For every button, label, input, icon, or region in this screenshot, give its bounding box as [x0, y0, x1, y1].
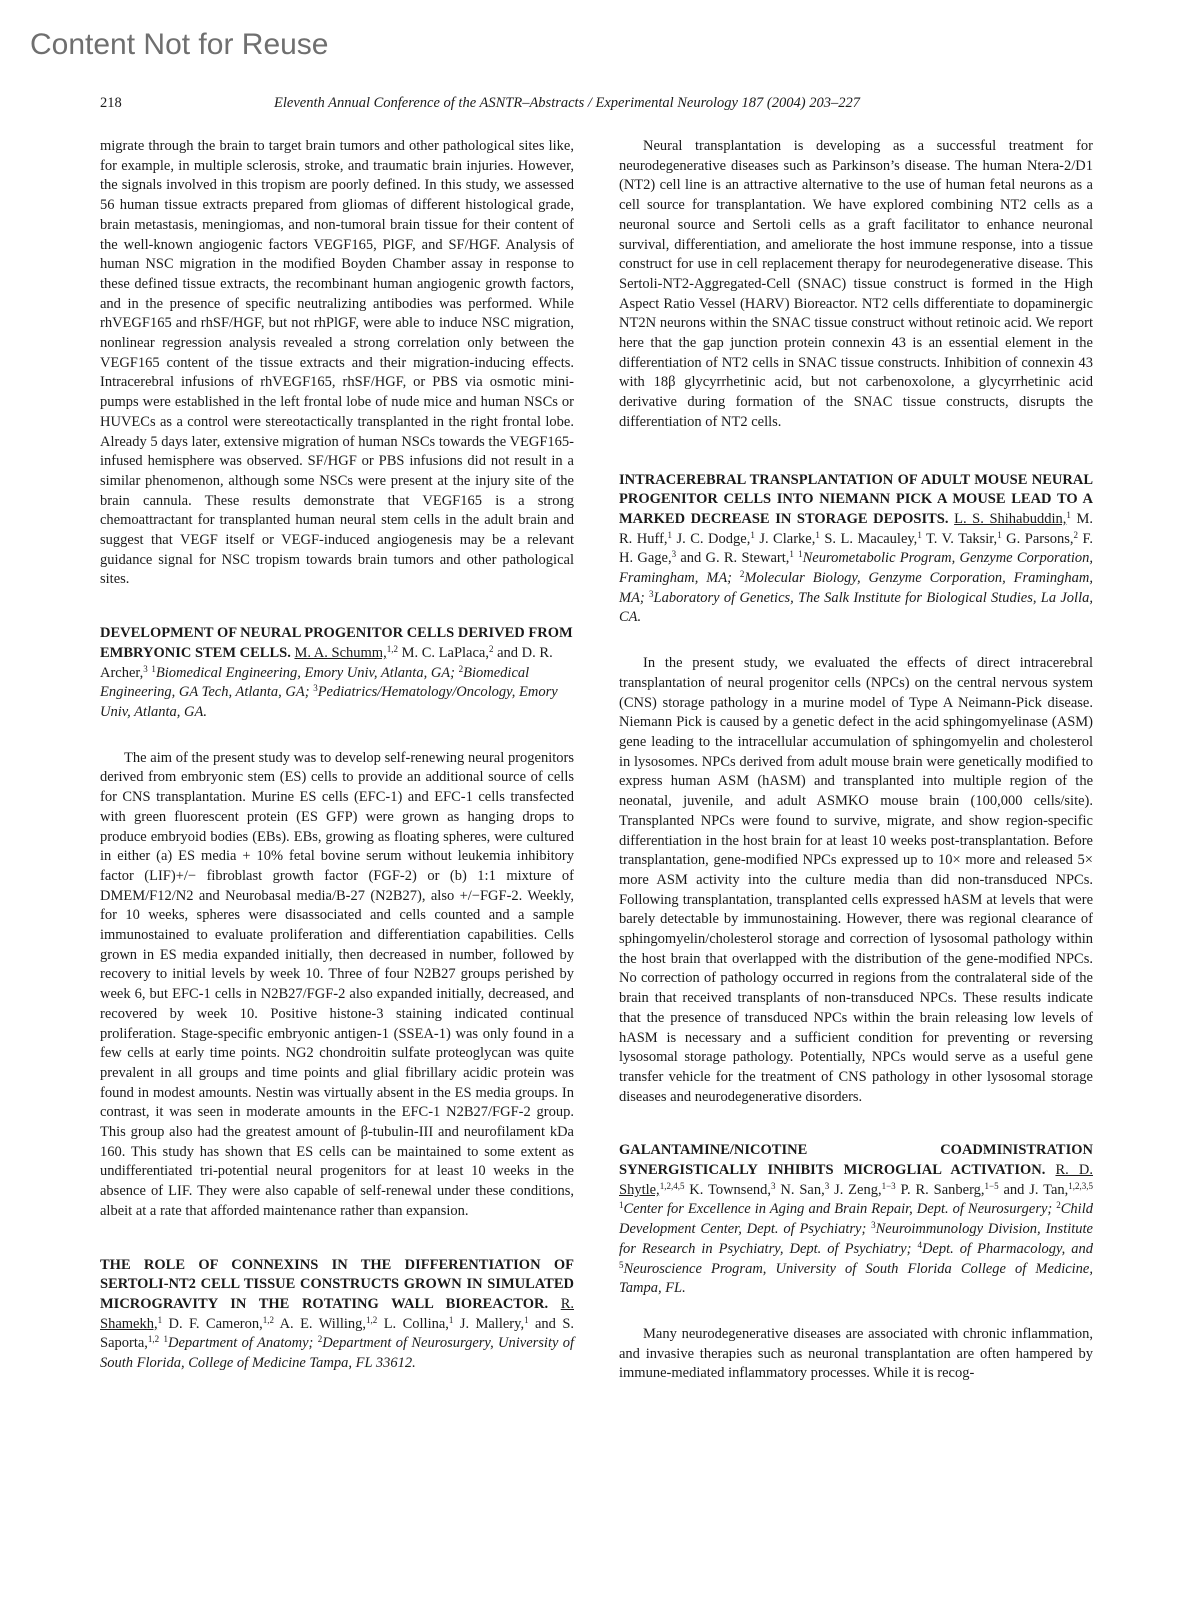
affiliation: Department of Neurosurgery, University of South Florida, College of Medicine Tampa, FL 33612.: [100, 1335, 575, 1372]
affiliation-superscript: 1: [815, 529, 820, 540]
affiliation-superscript: 3: [313, 683, 318, 694]
affiliation-superscript: 1: [750, 529, 755, 540]
affiliation-superscript: 2: [1073, 529, 1078, 540]
affiliation-superscript: 1,2: [386, 643, 398, 654]
affiliation: Child Development Center, Dept. of Psychiatry;: [619, 1201, 1093, 1238]
continued-abstract-text: migrate through the brain to target brain tumors and other pathological sites like, for example, in multiple sclerosis, stroke, and traumatic brain injuries. However, the signals involved in this tropism are poorly defined. In this study, we assessed 56 human tissue extracts prepared from gliomas of different histological grade, brain metastasis, meningiomas, and non-tumoral brain tissue for their content of the well-known angiogenic factors VEGF165, PlGF, and SF/HGF. Analysis of human NSC migration in the modified Boyden Chamber assay in response to these defined tissue extracts, the recombinant human angiogenic growth factors, and in the presence of specific neutralizing antibodies was performed. While rhVEGF165 and rhSF/HGF, but not rhPlGF, were able to induce NSC migration, nonlinear regression analysis revealed a strong correlation only between the VEGF165 content of the tissue extracts and their migration-inducing effects. Intracerebral infusions of rhVEGF165, rhSF/HGF, or PBS via osmotic mini-pumps were established in the left frontal lobe of nude mice and human NSCs or HUVECs as a control were stereotactically transplanted in the right frontal lobe. Already 5 days later, extensive migration of human NSCs towards the VEGF165-infused hemisphere was observed. SF/HGF or PBS infusions did not result in a similar phenomenon, although some NSCs were present at the injury site of the brain cannula. These results demonstrate that VEGF165 is a strong chemoattractant for transplanted human neural stem cells in the adult brain and suggest that VEGF itself or VEGF-induced angiogenesis may be a relevant guidance signal for NSC tropism towards brain tumors and other pathological sites.: [100, 138, 574, 588]
abstract-galantamine-nicotine: [619, 1141, 1093, 1384]
author: L. Collina,: [383, 1315, 449, 1332]
abstract-title: THE ROLE OF CONNEXINS IN THE DIFFERENTIATION OF SERTOLI-NT2 CELL TISSUE CONSTRUCTS GROWN IN SIMULATED MICROGRAVITY IN THE ROTATING WALL BIOREACTOR.: [100, 1256, 574, 1312]
affiliation-superscript: 1,2,4,5: [659, 1180, 685, 1191]
author: J. C. Dodge,: [676, 530, 751, 547]
affiliation: Neurometabolic Program, Genzyme Corporation, Framingham, MA;: [619, 550, 1094, 587]
affiliation-superscript: 1: [789, 549, 794, 560]
presenting-author: R. Shamekh,: [100, 1295, 575, 1332]
author: D. F. Cameron,: [168, 1315, 263, 1332]
affiliation-superscript: 1: [997, 529, 1002, 540]
author: K. Townsend,: [689, 1181, 772, 1198]
affiliation-superscript: 1: [667, 529, 673, 540]
affiliation-superscript: 3: [871, 1220, 876, 1231]
abstract-heading: [100, 624, 574, 723]
affiliation-superscript: 1: [798, 549, 803, 560]
affiliation-superscript: 5: [619, 1259, 624, 1270]
author: A. E. Willing,: [279, 1315, 367, 1332]
affiliation-superscript: 1−5: [984, 1180, 999, 1191]
affiliation: Molecular Biology, Genzyme Corporation, Framingham, MA;: [619, 570, 1093, 606]
author: P. R. Sanberg,: [900, 1181, 985, 1198]
presenting-author: M. A. Schumm,: [294, 644, 387, 661]
left-column: [100, 137, 574, 1374]
affiliation-superscript: 1: [151, 663, 156, 674]
affiliation-superscript: 2: [488, 643, 494, 654]
page-number: 218: [100, 95, 122, 111]
author: F. H. Gage,: [619, 530, 1094, 567]
author: S. L. Macauley,: [824, 530, 918, 547]
affiliation-superscript: 1: [157, 1314, 163, 1325]
watermark: Content Not for Reuse: [30, 28, 329, 61]
affiliation-superscript: 2: [458, 663, 464, 674]
affiliation: Neuroscience Program, University of South Florida College of Medicine, Tampa, FL.: [619, 1260, 1093, 1297]
affiliation-superscript: 1,2,3,5: [1068, 1180, 1094, 1191]
abstract-body: The aim of the present study was to develop self-renewing neural progenitors derived from embryonic stem (ES) cells to provide an additional source of cells for CNS transplantation. Murine ES cells (EFC-1) and EFC-1 cells transfected with green fluorescent protein (ES GFP) were grown as hanging drops to produce embryoid bodies (EBs). EBs, growing as floating spheres, were cultured in either (a) ES media + 10% fetal bovine serum without leukemia inhibitory factor (LIF)+/− fibroblast growth factor (FGF-2) or (b) 1:1 mixture of DMEM/F12/N2 and Neurobasal media/B-27 (N2B27), also +/−FGF-2. Weekly, for 10 weeks, spheres were disassociated and cells counted and a sample immunostained to evaluate proliferation and differentiation capabilities. Cells grown in ES media expanded initially, then decreased in number, followed by recovery to initial levels by week 10. Three of four N2B27 groups perished by week 6, but EFC-1 cells in N2B27/FGF-2 also expanded initially, decreased, and recovered by week 10. Positive histone-3 staining indicated continual proliferation. Stage-specific embryonic antigen-1 (SSEA-1) was only found in a few cells at early time points. NG2 chondroitin sulfate proteoglycan was quite prevalent in all groups and time points and glial fibrillary acidic protein was found in modest amounts. Nestin was virtually absent in the ES media groups. In contrast, it was seen in moderate amounts in the EFC-1 N2B27/FGF-2 group. This group also had the greatest amount of β-tubulin-III and neurofilament kDa 160. This study has shown that ES cells can be maintained to some extent as undifferentiated tri-potential neural progenitors for at least 10 weeks in the absence of LIF. They were also capable of self-renewal under these conditions, albeit at a rate that afforded maintenance rather than expansion.: [100, 749, 574, 1219]
abstract-title: GALANTAMINE/NICOTINE COADMINISTRATION SYNERGISTICALLY INHIBITS MICROGLIAL ACTIVATION.: [619, 1142, 1093, 1179]
affiliation-superscript: 1−3: [881, 1180, 896, 1191]
affiliation-superscript: 1: [619, 1200, 624, 1211]
affiliation-superscript: 1: [163, 1334, 169, 1345]
affiliation-superscript: 1: [524, 1314, 529, 1325]
abstract-role-of-connexins: [100, 1256, 574, 1374]
affiliation-superscript: 2: [1056, 1200, 1061, 1211]
presenting-author: L. S. Shihabuddin,: [954, 510, 1067, 527]
author: and J. Tan,: [1003, 1181, 1069, 1198]
author: and S. Saporta,: [100, 1315, 575, 1352]
affiliation: Neuroimmunology Division, Institute for Research in Psychiatry, Dept. of Psychiatry;: [619, 1221, 1093, 1257]
author: N. San,: [780, 1181, 825, 1198]
presenting-author: R. D. Shytle,: [619, 1162, 1093, 1198]
author: M. C. LaPlaca,: [401, 644, 489, 661]
affiliation-superscript: 1,2: [262, 1314, 274, 1325]
affiliation-superscript: 1: [1066, 509, 1071, 520]
affiliation-superscript: 3: [671, 549, 677, 560]
affiliation: Laboratory of Genetics, The Salk Institute for Biological Studies, La Jolla, CA.: [619, 589, 1093, 626]
affiliation-superscript: 3: [771, 1180, 776, 1191]
affiliation: Dept. of Pharmacology, and: [921, 1240, 1093, 1257]
affiliation: Department of Anatomy;: [168, 1335, 314, 1352]
author: J. Mallery,: [459, 1315, 525, 1332]
abstract-heading: [619, 1141, 1093, 1299]
affiliation-superscript: 2: [739, 569, 745, 580]
affiliation-superscript: 2: [317, 1334, 323, 1345]
author: T. V. Taksir,: [926, 530, 998, 547]
affiliation: Biomedical Engineering, GA Tech, Atlanta, GA;: [100, 664, 530, 701]
affiliation: Center for Excellence in Aging and Brain Repair, Dept. of Neurosurgery;: [623, 1201, 1053, 1218]
abstract-heading: [619, 471, 1093, 629]
affiliation: Biomedical Engineering, Emory Univ, Atlanta, GA;: [155, 664, 455, 681]
affiliation-superscript: 3: [824, 1180, 830, 1191]
abstract-body: Neural transplantation is developing as a successful treatment for neurodegenerative diseases such as Parkinson’s disease. The human Ntera-2/D1 (NT2) cell line is an attractive alternative to the use of human fetal neurons as a cell source for transplantation. We have explored combining NT2 cells as a neuronal source and Sertoli cells as a graft facilitator to enhance neuronal survival, differentiation, and ameliorate the host immune response, into a tissue construct for use in cell replacement therapy for neurodegenerative disease. This Sertoli-NT2-Aggregated-Cell (SNAC) tissue construct is formed in the High Aspect Ratio Vessel (HARV) Bioreactor. NT2 cells differentiate to dopaminergic NT2N neurons within the SNAC tissue construct without retinoic acid. We report here that the gap junction protein connexin 43 is an essential element in the differentiation of NT2 cells in SNAC tissue constructs. Inhibition of connexin 43 with 18β glycyrrhetinic acid, but not carbenoxolone, a glycyrrhetinic acid derivative during formation of the SNAC tissue constructs, disrupts the differentiation of NT2 cells.: [619, 138, 1093, 430]
author: G. Parsons,: [1006, 530, 1074, 547]
affiliation-superscript: 1: [917, 529, 922, 540]
author: J. Clarke,: [759, 530, 816, 547]
running-title: Eleventh Annual Conference of the ASNTR–Abstracts / Experimental Neurology 187 (2004) 203–227: [274, 95, 860, 111]
abstract-title: DEVELOPMENT OF NEURAL PROGENITOR CELLS DERIVED FROM EMBRYONIC STEM CELLS.: [100, 625, 573, 661]
author: M. R. Huff,: [619, 510, 1094, 547]
author: and G. R. Stewart,: [680, 550, 790, 567]
affiliation-superscript: 1,2: [366, 1314, 378, 1325]
abstract-intracerebral-transplantation: [619, 471, 1093, 1108]
abstract-body: Many neurodegenerative diseases are associated with chronic inflammation, and invasive therapies such as neuronal transplantation are often hampered by immune-mediated inflammatory processes. While it is recog-: [619, 1325, 1093, 1382]
abstract-body: In the present study, we evaluated the effects of direct intracerebral transplantation of neural progenitor cells (NPCs) on the central nervous system (CNS) storage pathology in a murine model of Type A Neimann-Pick disease. Niemann Pick is caused by a genetic defect in the acid sphingomyelinase (ASM) gene leading to the intracellular accumulation of sphingomyelin and cholesterol in lysosomes. NPCs derived from adult mouse brain were genetically modified to express human ASM (hASM) and transplanted into multiple region of the neonatal, juvenile, and adult ASMKO mouse brain (100,000 cells/site). Transplanted NPCs were found to survive, migrate, and show region-specific differentiation in the host brain for at least 10 weeks post-transplantation. Before transplantation, gene-modified NPCs expressed up to 10× more and released 5× more ASM activity into the culture media than did non-transduced NPCs. Following transplantation, transplanted cells expressed hASM at levels that were barely detectable by immunostaining. However, there was regional clearance of sphingomyelin/cholesterol storage and correction of lysosomal pathology within the host brain that overlapped with the distribution of the gene-modified NPCs. No correction of pathology occurred in regions from the contralateral side of the brain that received transplants of non-transduced NPCs. These results indicate that the presence of transduced NPCs within the brain releasing low levels of hASM is necessary and a sufficient condition for preventing or reversing lysosomal storage pathology. Potentially, NPCs would serve as a useful gene transfer vehicle for the treatment of CNS pathology in other lysosomal storage diseases and neurodegenerative disorders.: [619, 655, 1093, 1105]
abstract-heading: [100, 1256, 574, 1374]
affiliation-superscript: 3: [143, 663, 148, 674]
affiliation-superscript: 1: [448, 1314, 454, 1325]
abstract-development-neural-progenitor: [100, 624, 574, 1221]
author: J. Zeng,: [834, 1181, 882, 1198]
author: and D. R. Archer,: [100, 644, 553, 681]
affiliation-superscript: 4: [917, 1239, 922, 1250]
affiliation-superscript: 3: [649, 588, 654, 599]
right-column: [619, 137, 1093, 1384]
abstract-title: INTRACEREBRAL TRANSPLANTATION OF ADULT MOUSE NEURAL PROGENITOR CELLS INTO NIEMANN PICK A MOUSE LEAD TO A MARKED DECREASE IN STORAGE DEPOSITS.: [619, 471, 1093, 527]
affiliation: Pediatrics/Hematology/Oncology, Emory Univ, Atlanta, GA.: [100, 684, 558, 720]
affiliation-superscript: 1,2: [147, 1334, 160, 1345]
